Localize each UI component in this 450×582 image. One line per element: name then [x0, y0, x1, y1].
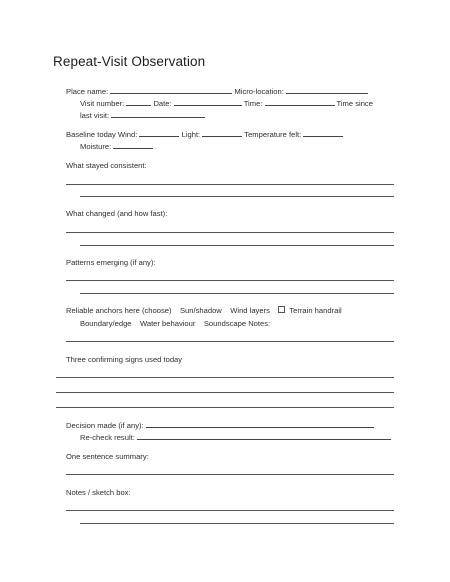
summary-label: One sentence summary: [66, 452, 149, 461]
baseline-wind-label: Baseline today Wind: [66, 130, 138, 139]
time-since-label: Time since [336, 99, 373, 108]
summary-line[interactable] [66, 474, 394, 475]
anchor-option-wind-layers[interactable]: Wind layers [230, 306, 270, 315]
anchors-row-1 [66, 306, 342, 315]
date-label: Date: [153, 99, 172, 108]
decision-row [66, 420, 374, 430]
consistent-line-2[interactable] [80, 196, 394, 197]
changed-label: What changed (and how fast): [66, 209, 168, 218]
patterns-line-2[interactable] [80, 293, 394, 294]
place-name-row [66, 86, 368, 96]
temperature-field[interactable] [303, 129, 343, 137]
confirming-line-1[interactable] [56, 377, 394, 378]
visit-number-label: Visit number: [80, 99, 125, 108]
place-name-label: Place name: [66, 87, 109, 96]
time-label: Time: [243, 99, 263, 108]
anchor-option-water-behaviour[interactable]: Water behaviour [139, 319, 196, 328]
visit-number-field[interactable] [126, 98, 151, 106]
page-title: Repeat-Visit Observation [53, 54, 206, 69]
wind-field[interactable] [139, 129, 179, 137]
light-label: Light: [181, 130, 201, 139]
moisture-row [80, 141, 153, 151]
notes-line-2[interactable] [80, 523, 394, 524]
changed-line-1[interactable] [66, 232, 394, 233]
baseline-row [66, 129, 343, 139]
anchor-option-terrain-handrail[interactable]: Terrain handrail [289, 306, 342, 315]
confirming-line-2[interactable] [56, 392, 394, 393]
temperature-label: Temperature felt: [244, 130, 302, 139]
moisture-label: Moisture: [80, 142, 112, 151]
anchors-label: Reliable anchors here (choose) [66, 306, 172, 315]
recheck-field[interactable] [137, 432, 391, 440]
patterns-line-1[interactable] [66, 280, 394, 281]
last-visit-label: last visit: [80, 111, 110, 120]
time-field[interactable] [265, 98, 335, 106]
recheck-row [80, 432, 391, 442]
decision-label: Decision made (if any): [66, 421, 144, 430]
date-field[interactable] [174, 98, 242, 106]
anchor-option-boundary-edge[interactable]: Boundary/edge [80, 319, 132, 328]
consistent-label: What stayed consistent: [66, 161, 147, 170]
terrain-handrail-checkbox[interactable] [278, 306, 285, 313]
anchor-option-sun-shadow[interactable]: Sun/shadow [179, 306, 222, 315]
moisture-field[interactable] [113, 141, 153, 149]
confirming-line-3[interactable] [56, 407, 394, 408]
light-field[interactable] [202, 129, 242, 137]
anchors-row-2 [80, 319, 270, 328]
confirming-label: Three confirming signs used today [66, 355, 183, 364]
micro-location-label: Micro-location: [234, 87, 284, 96]
changed-line-2[interactable] [80, 245, 394, 246]
place-name-field[interactable] [110, 86, 232, 94]
recheck-label: Re-check result: [80, 433, 135, 442]
notes-label: Notes / sketch box: [66, 488, 131, 497]
micro-location-field[interactable] [286, 86, 368, 94]
notes-line-1[interactable] [66, 510, 394, 511]
visit-row [80, 98, 373, 108]
anchor-option-soundscape-notes[interactable]: Soundscape Notes: [203, 319, 271, 328]
anchors-notes-line[interactable] [66, 341, 394, 342]
last-visit-field[interactable] [111, 110, 205, 118]
patterns-label: Patterns emerging (if any): [66, 258, 156, 267]
consistent-line-1[interactable] [66, 184, 394, 185]
decision-field[interactable] [146, 420, 374, 428]
last-visit-row [80, 110, 205, 120]
